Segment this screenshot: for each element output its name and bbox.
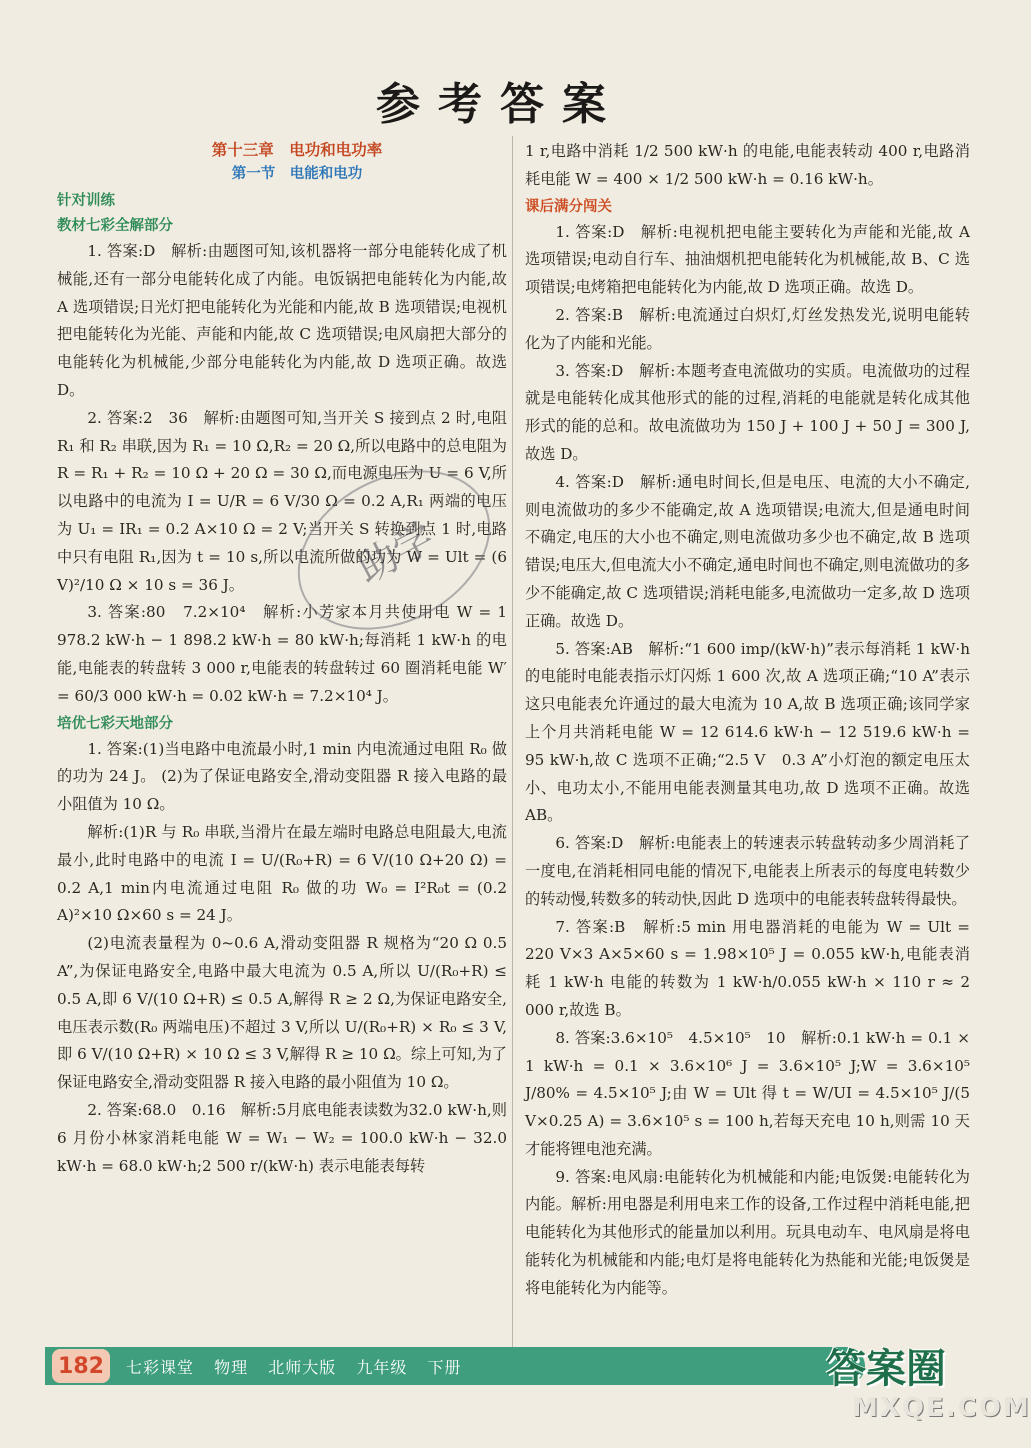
- answer-paragraph: 3. 答案:D 解析:本题考查电流做功的实质。电流做功的过程就是电能转化成其他形式的能的过程,消耗的电能就是转化成其他形式的能的总和。故电流做功为 150 J + 100 J + 50 J = 300 J,故选 D。: [525, 361, 970, 463]
- answer-paragraph: 9. 答案:电风扇:电能转化为机械能和内能;电饭煲:电能转化为内能。解析:用电器是利用电来工作的设备,工作过程中消耗电能,把电能转化为其他形式的能量加以利用。玩具电动车、电风扇是将电能转化为机械能和内能;电灯是将电能转化为热能和光能;电饭煲是将电能转化为内能等。: [525, 1167, 970, 1297]
- answer-paragraph: 1. 答案:D 解析:电视机把电能主要转化为声能和光能,故 A 选项错误;电动自行车、抽油烟机把电能转化为机械能,故 B、C 选项错误;电烤箱把电能转化为内能,故 D 选项正确。故选 D。: [525, 222, 970, 297]
- chapter-heading: 第十三章 电功和电功率: [211, 140, 383, 159]
- footer-volume: 下册: [427, 1358, 462, 1377]
- answer-paragraph: 2. 答案:B 解析:电流通过白炽灯,灯丝发热发光,说明电能转化为了内能和光能。: [525, 305, 970, 352]
- footer-edition: 北师大版: [268, 1358, 337, 1377]
- section-heading: 第一节 电能和电功: [231, 165, 363, 182]
- answer-paragraph: 5. 答案:AB 解析:“1 600 imp/(kW·h)”表示每消耗 1 kW·h 的电能时电能表指示灯闪烁 1 600 次,故 A 选项正确;“10 A”表示这只电能表允许通过的最大电流为 10 A,故 B 选项正确;该同学家上个月共消耗电能 W = 12 614.6 kW·h − 12 519.6 kW·h = 95 kW·h,故 C 选项不正确;“2.5 V 0.3 A”小灯泡的额定电压太小、电功太小,不能用电能表测量其电功,故 D 选项不正确。故选 AB。: [525, 639, 970, 825]
- subhead-textbook: 教材七彩全解部分: [57, 217, 173, 234]
- answer-paragraph: 2. 答案:68.0 0.16 解析:5月底电能表读数为32.0 kW·h,则 6 月份小林家消耗电能 W = W₁ − W₂ = 100.0 kW·h − 32.0 kW·h = 68.0 kW·h;2 500 r/(kW·h) 表示电能表每转: [57, 1100, 507, 1175]
- footer-grade: 九年级: [356, 1358, 408, 1377]
- subhead-practice: 针对训练: [57, 192, 115, 209]
- answer-paragraph: 3. 答案:80 7.2×10⁴ 解析:小芳家本月共使用电 W = 1 978.2 kW·h − 1 898.2 kW·h = 80 kW·h;每消耗 1 kW·h 的电能,电能表的转盘转 3 000 r,电能表的转盘转过 60 圈消耗电能 W′ = 60/3 000 kW·h = 0.02 kW·h = 7.2×10⁴ J。: [57, 603, 507, 705]
- answer-paragraph: 8. 答案:3.6×10⁵ 4.5×10⁵ 10 解析:0.1 kW·h = 0.1 × 1 kW·h = 0.1 × 3.6×10⁶ J = 3.6×10⁵ J;W = 3.6×10⁵ J/80% = 4.5×10⁵ J;由 W = Ult 得 t = W/UI = 4.5×10⁵ J/(5 V×0.25 A) = 3.6×10⁵ s = 100 h,若每天充电 10 h,则需 10 天才能将锂电池充满。: [525, 1028, 970, 1158]
- answer-paragraph: 4. 答案:D 解析:通电时间长,但是电压、电流的大小不确定,则电流做功的多少不能确定,故 A 选项错误;电流大,但是通电时间不确定,电压的大小也不确定,则电流做功多少也不确定,故 B 选项错误;电压大,但电流大小不确定,通电时间也不确定,则电流做功的多少不能确定,故 C 选项错误;消耗电能多,电流做功一定多,故 D 选项正确。故选 D。: [525, 472, 970, 630]
- subhead-after-class: 课后满分闯关: [525, 197, 612, 215]
- answer-paragraph: 6. 答案:D 解析:电能表上的转速表示转盘转动多少周消耗了一度电,在消耗相同电能的情况下,电能表上所表示的每度电转数少的转动慢,转数多的转动快,因此 D 选项中的电能表转盘转得最快。: [525, 834, 970, 908]
- left-column: [57, 138, 507, 1180]
- subhead-advanced: 培优七彩天地部分: [57, 714, 173, 732]
- answer-paragraph: 2. 答案:2 36 解析:由题图可知,当开关 S 接到点 2 时,电阻 R₁ 和 R₂ 串联,因为 R₁ = 10 Ω,R₂ = 20 Ω,所以电路中的总电阻为 R = R₁ + R₂ = 10 Ω + 20 Ω = 30 Ω,而电源电压为 U = 6 V,所以电路中的电流为 I = U/R = 6 V/30 Ω = 0.2 A,R₁ 两端的电压为 U₁ = IR₁ = 0.2 A×10 Ω = 2 V;当开关 S 转换到点 1 时,电路中只有电阻 R₁,因为 t = 10 s,所以电流所做的功为 W = Ult = (6 V)²/10 Ω × 10 s = 36 J。: [57, 408, 507, 594]
- answer-paragraph: (2)电流表量程为 0~0.6 A,滑动变阻器 R 规格为“20 Ω 0.5 A”,为保证电路安全,电路中最大电流为 0.5 A,所以 U/(R₀+R) ≤ 0.5 A,即 6 V/(10 Ω+R) ≤ 0.5 A,解得 R ≥ 2 Ω,为保证电路安全,电压表示数(R₀ 两端电压)不超过 3 V,所以 U/(R₀+R) × R₀ ≤ 3 V,即 6 V/(10 Ω+R) × 10 Ω ≤ 3 V,解得 R ≥ 10 Ω。综上可知,为了保证电路安全,滑动变阻器 R 接入电路的最小阻值为 10 Ω。: [57, 934, 507, 1092]
- page-number: 182: [52, 1349, 110, 1383]
- answer-paragraph: 1. 答案:D 解析:由题图可知,该机器将一部分电能转化成了机械能,还有一部分电能转化成了内能。电饭锅把电能转化为内能,故 A 选项错误;日光灯把电能转化为光能和内能,故 B 选项错误;电视机把电能转化为光能、声能和内能,故 C 选项错误;电风扇把大部分的电能转化为机械能,少部分电能转化为内能,故 D 选项正确。故选 D。: [57, 242, 507, 399]
- column-divider: [512, 136, 513, 1361]
- answer-paragraph: 1. 答案:(1)当电路中电流最小时,1 min 内电流通过电阻 R₀ 做的功为 24 J。 (2)为了保证电路安全,滑动变阻器 R 接入电路的最小阻值为 10 Ω。: [57, 739, 507, 814]
- right-column: [525, 138, 970, 1303]
- footer-text: [126, 1355, 475, 1378]
- page-title: 参考答案: [376, 79, 624, 130]
- site-logo-url: MXQE.COM: [852, 1393, 1031, 1423]
- answer-paragraph: 1 r,电路中消耗 1/2 500 kW·h 的电能,电能表转动 400 r,电路消耗电能 W = 400 × 1/2 500 kW·h = 0.16 kW·h。: [525, 142, 970, 188]
- answer-paragraph: 7. 答案:B 解析:5 min 用电器消耗的电能为 W = Ult = 220 V×3 A×5×60 s = 1.98×10⁵ J = 0.055 kW·h,电能表消耗 1 kW·h 电能的转数为 1 kW·h/0.055 kW·h × 110 r ≈ 2 000 r,故选 B。: [525, 917, 970, 1019]
- footer-series: 七彩课堂: [126, 1358, 195, 1377]
- footer-subject: 物理: [214, 1358, 249, 1377]
- site-logo: 答案圈: [826, 1345, 946, 1392]
- watermark-stamp: 助学: [270, 439, 518, 662]
- answer-paragraph: 解析:(1)R 与 R₀ 串联,当滑片在最左端时电路总电阻最大,电流最小,此时电路中的电流 I = U/(R₀+R) = 6 V/(10 Ω+20 Ω) = 0.2 A,1 min内电流通过电阻 R₀ 做的功 W₀ = I²R₀t = (0.2 A)²×10 Ω×60 s = 24 J。: [57, 822, 507, 925]
